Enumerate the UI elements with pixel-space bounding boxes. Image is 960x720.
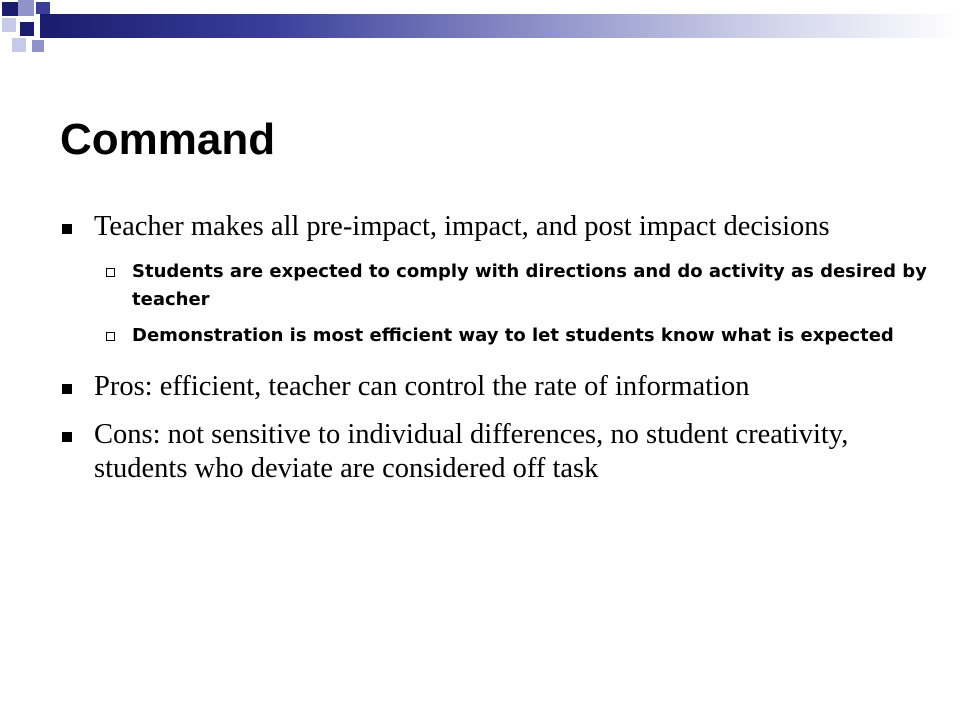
square-bullet-icon: [62, 432, 72, 442]
bullet-3-text: Cons: not sensitive to individual differences, no student creativity, students who deviate are considered off task: [94, 419, 849, 484]
header-gradient-bar: [40, 14, 960, 38]
slide-title: Command: [60, 115, 276, 164]
sub-bullet-1-text: Students are expected to comply with directions and do activity as desired by teacher: [132, 261, 927, 310]
bullet-1-text: Teacher makes all pre-impact, impact, and post impact decisions: [94, 211, 830, 242]
sub-bullet-2: [60, 322, 940, 350]
sub-bullet-1: [60, 258, 940, 314]
header-decoration: [0, 0, 960, 60]
deco-square-7: [32, 40, 44, 52]
hollow-square-bullet-icon: [106, 332, 115, 341]
deco-square-2: [18, 0, 34, 16]
slide-body: [60, 210, 940, 500]
bullet-1: [60, 210, 940, 244]
square-bullet-icon: [62, 384, 72, 394]
bullet-1-sublist: [60, 258, 940, 350]
deco-square-6: [12, 38, 26, 52]
deco-square-1: [2, 2, 18, 16]
hollow-square-bullet-icon: [106, 268, 115, 277]
deco-square-3: [2, 18, 16, 32]
deco-square-4: [20, 22, 34, 36]
bullet-3: [60, 418, 940, 486]
deco-square-5: [36, 2, 50, 14]
bullet-2: [60, 370, 940, 404]
sub-bullet-2-text: Demonstration is most efficient way to let students know what is expected: [132, 325, 894, 346]
square-bullet-icon: [62, 224, 72, 234]
bullet-2-text: Pros: efficient, teacher can control the rate of information: [94, 371, 750, 402]
